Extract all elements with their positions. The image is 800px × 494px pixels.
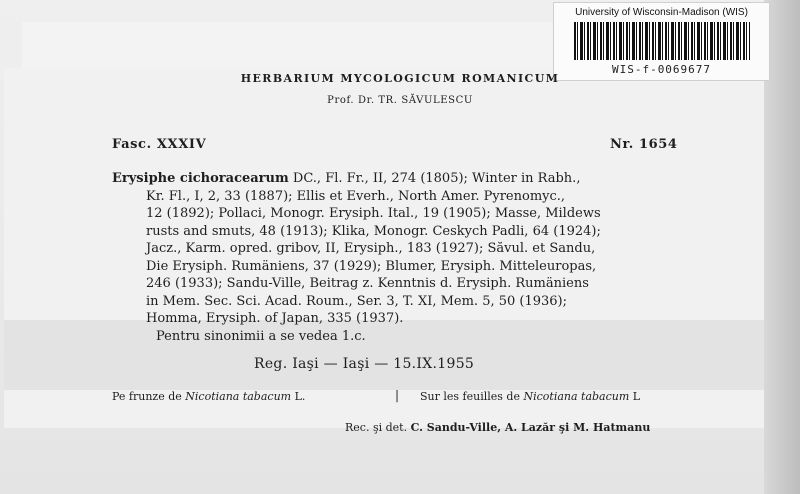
fascicle-number: Fasc. XXXIV	[112, 137, 207, 152]
citation-line-5: Jacz., Karm. opred. gribov, II, Erysiph., 183 (1927); Săvul. et Sandu,	[146, 241, 596, 256]
locality-date: Reg. Iaşi — Iaşi — 15.IX.1955	[254, 356, 475, 372]
barcode-label	[553, 2, 770, 81]
citation-line-9: Homma, Erysiph. of Japan, 335 (1937).	[146, 311, 404, 326]
citation-line-1: Erysiphe cichoracearum DC., Fl. Fr., II, 274 (1805); Winter in Rabh.,	[112, 171, 581, 186]
collector-names: C. Sandu-Ville, A. Lazăr şi M. Hatmanu	[410, 421, 651, 434]
host-separator: |	[395, 388, 400, 402]
host-romanian: Pe frunze de Nicotiana tabacum L.	[112, 390, 306, 403]
herbarium-title: HERBARIUM MYCOLOGICUM ROMANICUM	[240, 72, 560, 85]
synonymy-note: Pentru sinonimii a se vedea 1.c.	[156, 328, 366, 344]
barcode-icon	[574, 22, 750, 60]
citation-line-6: Die Erysiph. Rumäniens, 37 (1929); Blumer, Erysiph. Mitteleuropas,	[146, 258, 597, 274]
host-name-ro: Nicotiana tabacum	[185, 390, 292, 403]
citation-block	[112, 170, 682, 345]
citation-line-7: 246 (1933); Sandu-Ville, Beitrag z. Kenntnis d. Erysiph. Rumäniens	[146, 276, 589, 291]
host-name-fr: Nicotiana tabacum	[523, 390, 630, 403]
citation-line-2: Kr. Fl., I, 2, 33 (1887); Ellis et Everh., North Amer. Pyrenomyc.,	[146, 188, 566, 204]
citation-line-4: rusts and smuts, 48 (1913); Klika, Monogr. Ceskych Padli, 64 (1924);	[146, 223, 601, 239]
citation-line-8: in Mem. Sec. Sci. Acad. Roum., Ser. 3, T. XI, Mem. 5, 50 (1936);	[146, 293, 568, 309]
catalog-number: WIS-f-0069677	[611, 63, 712, 76]
host-french: Sur les feuilles de Nicotiana tabacum L	[420, 390, 641, 403]
exsiccata-number: Nr. 1654	[610, 137, 678, 152]
herbarium-editor: Prof. Dr. TR. SĂVULESCU	[327, 95, 473, 106]
species-name: Erysiphe cichoracearum	[112, 171, 289, 186]
barcode-institution: University of Wisconsin-Madison (WIS)	[575, 7, 748, 18]
citation-line-3: 12 (1892); Pollaci, Monogr. Erysiph. Ital., 19 (1905); Masse, Mildews	[146, 206, 601, 221]
collectors: Rec. şi det. C. Sandu-Ville, A. Lazăr şi M. Hatmanu	[345, 421, 651, 434]
